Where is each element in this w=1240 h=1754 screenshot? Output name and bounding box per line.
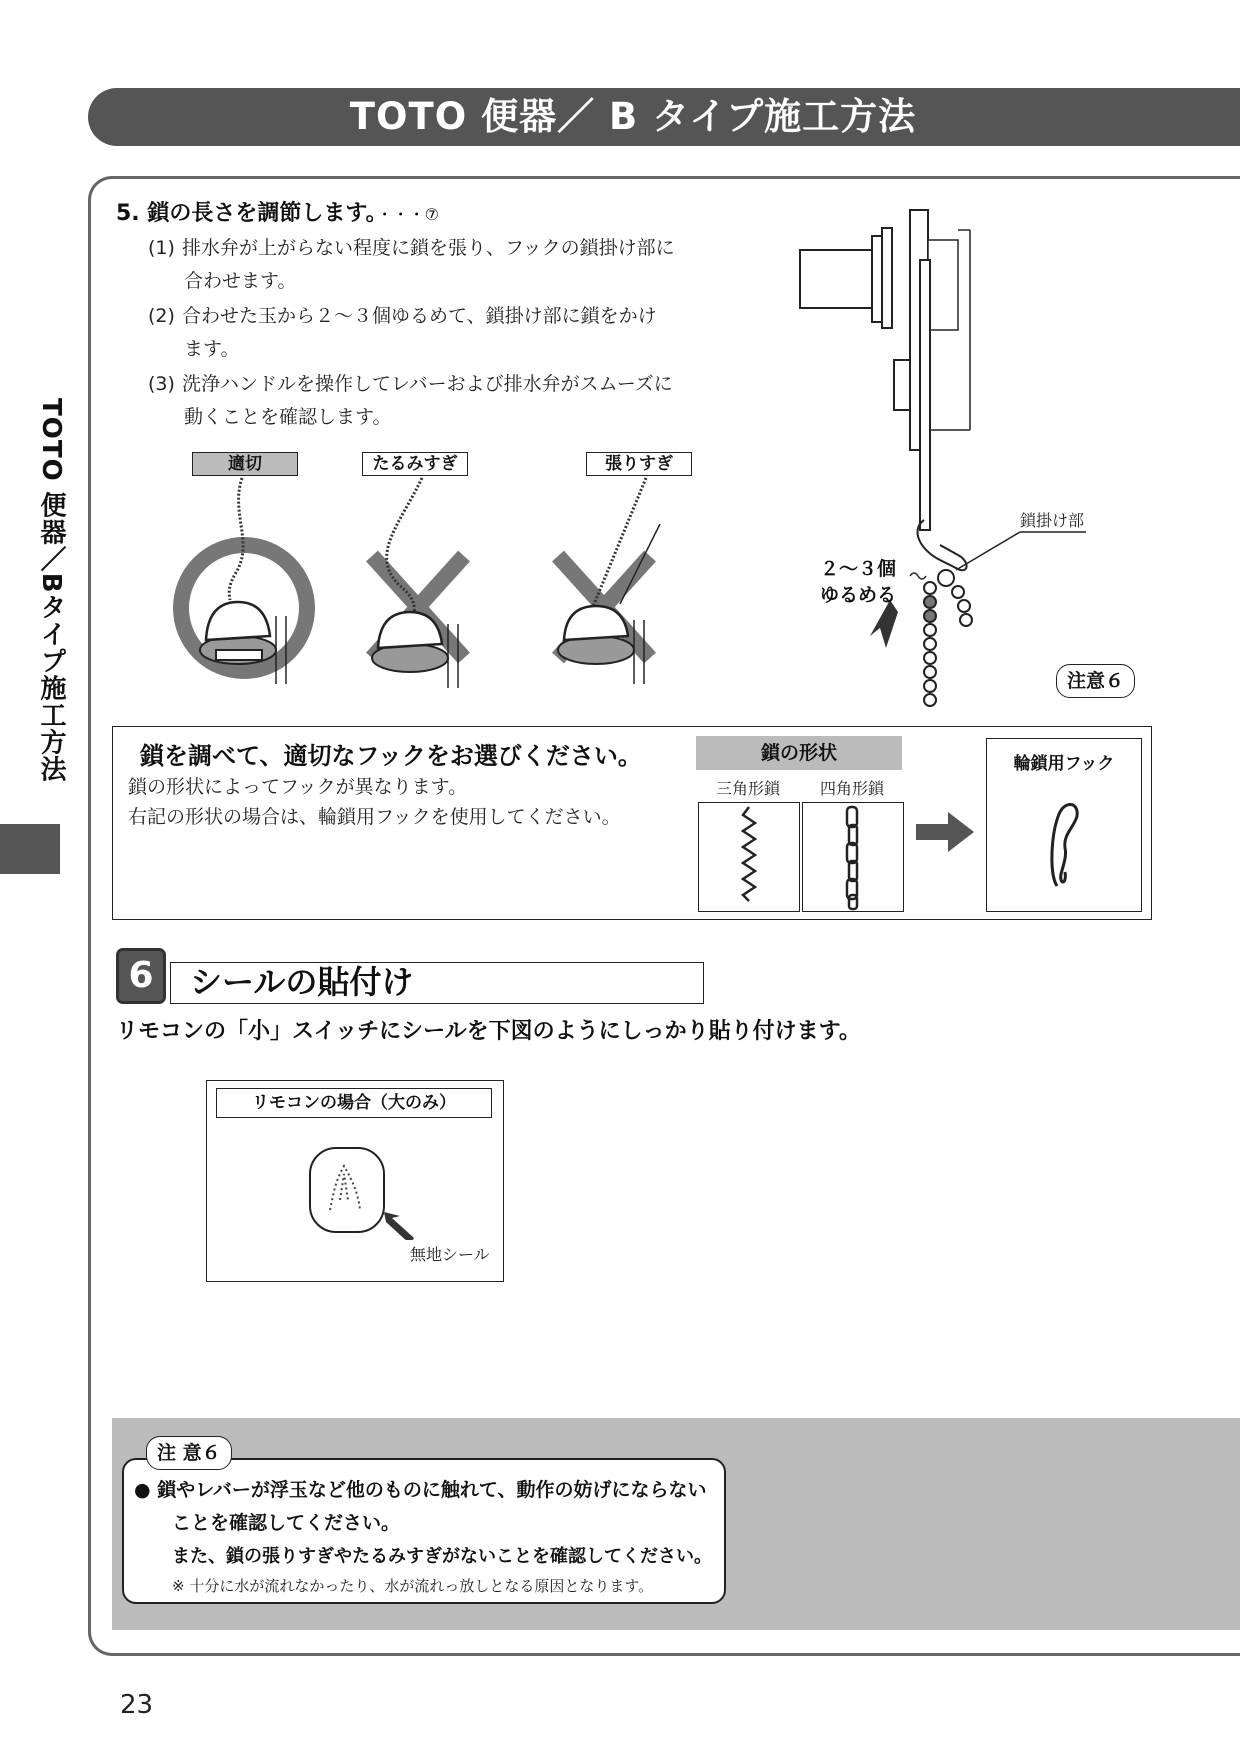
ring-chain-hook-label: 輪鎖用フック [1013, 754, 1115, 774]
too-tight-example [558, 478, 660, 684]
hook-chain-diagram [790, 200, 1130, 720]
caution-note: ※ 十分に水が流れなかったり、水が流れっ放しとなる原因となります。 [172, 1577, 654, 1595]
shape-square-label: 四角形鎖 [819, 779, 884, 798]
side-tab-marker [0, 824, 60, 874]
chain-shape-heading: 鎖の形状 [696, 736, 902, 770]
step-5-item-3: (3) 洗浄ハンドルを操作してレバーおよび排水弁がスムーズに 動くことを確認します。 [148, 373, 673, 428]
remote-label: リモコンの場合（大のみ） [216, 1088, 492, 1118]
section-6-title: シールの貼付け [190, 963, 414, 1001]
caution-line-1: ● 鎖やレバーが浮玉など他のものに触れて、動作の妨げにならない [134, 1479, 707, 1501]
ring-chain-hook-box [986, 738, 1142, 912]
proper-example [181, 478, 307, 684]
side-tab-label: TOTO 便器／Bタイプ施工方法 [36, 398, 66, 783]
right-arrow-icon [916, 812, 974, 856]
page-number: 23 [120, 1690, 154, 1720]
loosen-label: ２～３個 ゆるめる [820, 558, 897, 606]
too-slack-example [372, 478, 464, 688]
hook-part-label: 鎖掛け部 [1020, 511, 1085, 530]
chain-examples-illustration [160, 474, 720, 710]
example-label-proper: 適切 [192, 452, 298, 476]
caution-6-badge: 注意６ [1056, 664, 1135, 698]
example-label-too-slack: たるみすぎ [362, 452, 468, 476]
plain-seal-label: 無地シール [410, 1245, 490, 1264]
hook-icon [987, 774, 1141, 894]
section-6-number: 6 [116, 948, 166, 1004]
caution-tag: 注 意６ [146, 1436, 232, 1470]
step-5-title: 5. 鎖の長さを調節します。・・・⑦ [116, 201, 439, 226]
hook-selection-heading: 鎖を調べて、適切なフックをお選びください。 [140, 742, 642, 770]
triangle-chain-image [698, 802, 800, 912]
square-chain-image [802, 802, 904, 912]
section-6-description: リモコンの「小」スイッチにシールを下図のようにしっかり貼り付けます。 [116, 1019, 861, 1044]
caution-line-3: また、鎖の張りすぎやたるみすぎがないことを確認してください。 [172, 1546, 712, 1567]
remote-button-illustration [300, 1140, 430, 1240]
caution-box [122, 1458, 726, 1604]
step-5-item-2: (2) 合わせた玉から２～３個ゆるめて、鎖掛け部に鎖をかけ ます。 [148, 305, 657, 360]
hook-selection-text: 鎖の形状によってフックが異なります。 右記の形状の場合は、輪鎖用フックを使用してください。 [128, 776, 621, 828]
caution-line-2: ことを確認してください。 [172, 1512, 401, 1534]
step-5-item-1: (1) 排水弁が上がらない程度に鎖を張り、フックの鎖掛け部に 合わせます。 [148, 237, 675, 292]
page-title: TOTO 便器／ B タイプ施工方法 [349, 95, 917, 138]
shape-triangle-label: 三角形鎖 [715, 779, 780, 798]
example-label-too-tight: 張りすぎ [586, 452, 692, 476]
